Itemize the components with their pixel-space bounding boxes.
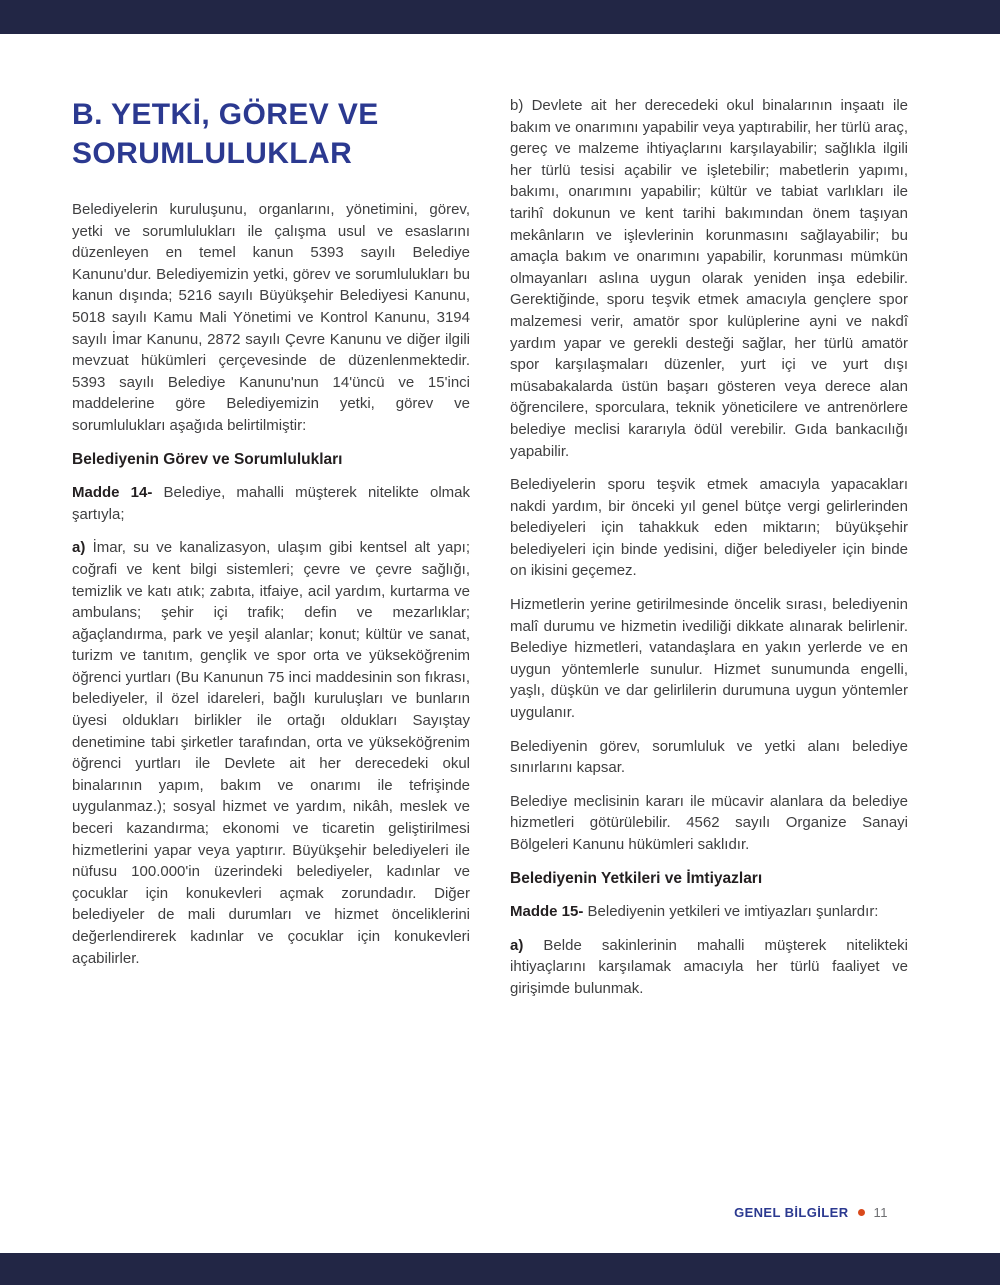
footer-section-label: GENEL BİLGİLER bbox=[734, 1205, 849, 1220]
nakdi-yardim-paragraph: Belediyelerin sporu teşvik etmek amacıyla yapacakları nakdi yardım, bir önceki yıl genel bütçe vergi gelirlerinden belediyeleri için tahakkuk eden miktarın; büyükşehir belediyeleri için binde yedisini, diğer belediyeler için binde on ikisini geçemez. bbox=[510, 476, 908, 580]
top-navy-bar bbox=[0, 0, 1000, 34]
yetki-alani-paragraph: Belediyenin görev, sorumluluk ve yetki alanı belediye sınırlarını kapsar. bbox=[510, 737, 908, 777]
madde-15-item-a-label: a) bbox=[510, 936, 524, 954]
madde-14-item-a-text: İmar, su ve kanalizasyon, ulaşım gibi kentsel alt yapı; coğrafi ve kent bilgi sistemleri; çevre ve çevre sağlığı, temizlik ve katı atık; zabıta, itfaiye, acil yardım, kurtarma ve ambulans; şehir içi trafik; defin ve mezarlıklar; ağaçlandırma, park ve yeşil alanlar; konut; kültür ve sanat, turizm ve tanıtım, gençlik ve spor orta ve yükseköğrenim öğrenci yurtları (Bu Kanunun 75 inci maddesinin son fıkrası, belediyeler, il özel idareleri, bağlı kuruluşları ve bunların üyesi oldukları birlikler ile ortağı oldukları Sayıştay denetimine tabi şirketler tarafından, orta ve yükseköğrenim öğrenci yurtları ile Devlete ait her derecedeki okul binalarının yapım, bakım ve onarımı ile tefrişinde uygulanmaz.); sosyal hizmet ve yardım, nikâh, meslek ve beceri kazandırma; ekonomi ve ticaretin geliştirilmesi hizmetlerini yapar veya yaptırır. Büyükşehir belediyeleri ile nüfusu 100.000'in üzerindeki belediyeler, kadınlar ve çocuklar için konukevleri açmak zorundadır. Diğer belediyeler de mali durumları ve hizmet önceliklerini değerlendirerek kadınlar ve çocuklar için konukevleri açabilirler. bbox=[72, 539, 471, 967]
madde-15-item-a-paragraph bbox=[510, 935, 908, 1000]
page-title bbox=[72, 95, 470, 173]
bottom-navy-bar bbox=[0, 1253, 1000, 1285]
powers-heading: Belediyenin Yetkileri ve İmtiyazları bbox=[510, 869, 763, 887]
madde-14-paragraph bbox=[72, 482, 470, 525]
madde-14-item-a-paragraph bbox=[72, 537, 470, 969]
footer-page-number: 11 bbox=[873, 1205, 888, 1220]
page-content bbox=[72, 95, 908, 1012]
madde-15-paragraph bbox=[510, 901, 908, 923]
page-footer bbox=[734, 1205, 888, 1220]
madde-15-text: Belediyenin yetkileri ve imtiyazları şunlardır: bbox=[587, 903, 879, 921]
mucavir-alan-paragraph: Belediye meclisinin kararı ile mücavir alanlara da belediye hizmetleri götürülebilir. 4562 sayılı Organize Sanayi Bölgeleri Kanunu hükümleri saklıdır. bbox=[510, 792, 908, 853]
oncelik-sirasi-paragraph: Hizmetlerin yerine getirilmesinde öncelik sırası, belediyenin malî durumu ve hizmetin ivediliği dikkate alınarak belirlenir. Belediye hizmetleri, vatandaşlara en yakın yerlerde ve en uygun yöntemlerle sunulur. Hizmet sunumunda engelli, yaşlı, düşkün ve dar gelirlilerin durumuna uygun yöntemler uygulanır. bbox=[510, 596, 908, 722]
page-title-line1: B. YETKİ, GÖREV VE bbox=[72, 98, 379, 131]
madde-14-item-a-label: a) bbox=[72, 539, 86, 557]
left-column bbox=[72, 95, 470, 1012]
right-column bbox=[510, 95, 908, 1012]
bullet-dot-icon bbox=[858, 1209, 865, 1216]
page-title-line2: SORUMLULUKLAR bbox=[72, 137, 353, 170]
madde-14-text: Belediye, mahalli müşterek nitelikte olmak şartıyla; bbox=[72, 484, 470, 523]
madde-15-label: Madde 15- bbox=[510, 903, 584, 921]
madde-14-label: Madde 14- bbox=[72, 484, 153, 502]
intro-paragraph: Belediyelerin kuruluşunu, organlarını, yönetimini, görev, yetki ve sorumlulukları ile çalışma usul ve esaslarını düzenleyen en temel kanun 5393 sayılı Belediye Kanunu'dur. Belediyemizin yetki, görev ve sorumlulukları bu kanun dışında; 5216 sayılı Büyükşehir Belediyesi Kanunu, 5018 sayılı Kamu Mali Yönetimi ve Kontrol Kanunu, 3194 sayılı İmar Kanunu, 2872 sayılı Çevre Kanunu ve diğer ilgili mevzuat hükümleri çerçevesinde de düzenlenmektedir. 5393 sayılı Belediye Kanunu'nun 14'üncü ve 15'inci maddelerine göre Belediyemizin yetki, görev ve sorumlulukları aşağıda belirtilmiştir: bbox=[72, 201, 470, 434]
duties-heading: Belediyenin Görev ve Sorumlulukları bbox=[72, 450, 343, 468]
madde-15-item-a-text: Belde sakinlerinin mahalli müşterek nitelikteki ihtiyaçlarını karşılamak amacıyla her türlü faaliyet ve girişimde bulunmak. bbox=[510, 936, 909, 997]
madde-14-item-b-paragraph: b) Devlete ait her derecedeki okul binalarının inşaatı ile bakım ve onarımını yapabilir veya yaptırabilir, her türlü araç, gereç ve malzeme ihtiyaçlarını karşılayabilir; sağlıkla ilgili her türlü tesisi açabilir ve işletebilir; mabetlerin yapımı, bakımı, onarımını yapabilir; kültür ve tabiat varlıkları ile tarihî dokunun ve kent tarihi bakımından önem taşıyan mekânların ve işlevlerinin korunmasını sağlayabilir; bu amaçla bakım ve onarımını yapabilir, korunması mümkün olmayanları aslına uygun olarak yeniden inşa edebilir. Gerektiğinde, sporu teşvik etmek amacıyla gençlere spor malzemesi verir, amatör spor kulüplerine ayni ve nakdî yardım yapar ve gerekli desteği sağlar, her türlü amatör spor karşılaşmaları düzenler, yurt içi ve yurt dışı müsabakalarda üstün başarı gösteren veya derece alan öğrencilere, sporculara, teknik yöneticilere ve antrenörlere belediye meclisi kararıyla ödül verebilir. Gıda bankacılığı yapabilir. bbox=[510, 97, 908, 460]
